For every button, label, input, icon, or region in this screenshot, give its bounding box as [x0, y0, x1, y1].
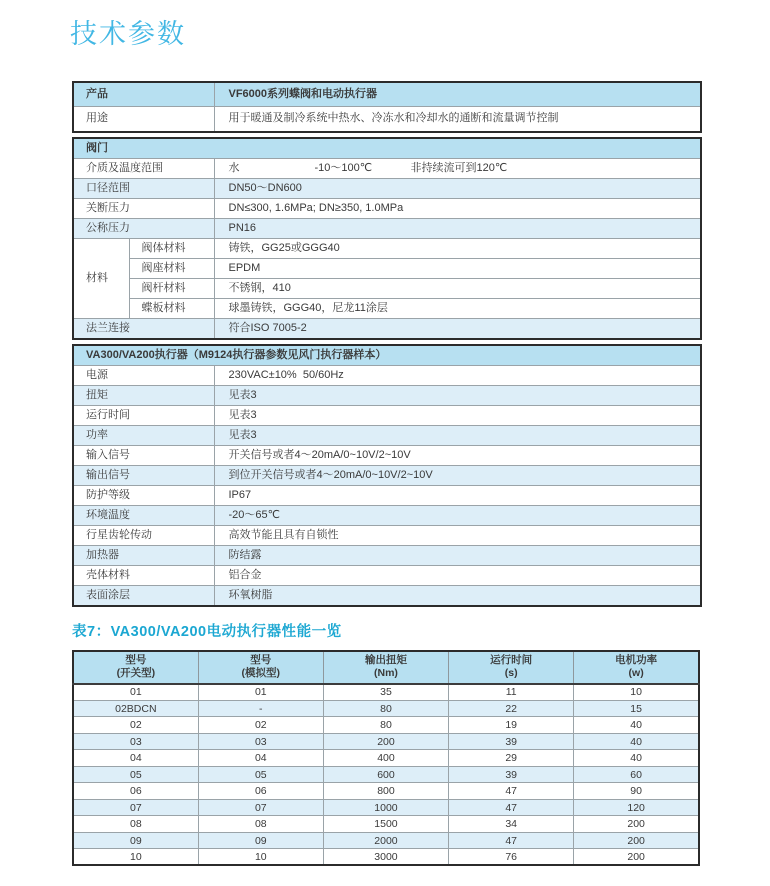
cell: 800 [323, 783, 448, 800]
row-label: 环境温度 [73, 506, 214, 526]
row-value: 见表3 [214, 406, 701, 426]
row-value: 到位开关信号或者4～20mA/0~10V/2~10V [214, 466, 701, 486]
cell: 80 [323, 700, 448, 717]
row-label: 产品 [73, 82, 214, 107]
cell: 80 [323, 717, 448, 734]
row-value: EPDM [214, 259, 701, 279]
cell: 200 [323, 733, 448, 750]
cell: 10 [574, 684, 699, 701]
cell: - [198, 700, 323, 717]
cell: 35 [323, 684, 448, 701]
row-value: 高效节能且具有自锁性 [214, 526, 701, 546]
cell: 09 [73, 832, 198, 849]
cell: 34 [449, 816, 574, 833]
row-value: 开关信号或者4～20mA/0~10V/2~10V [214, 446, 701, 466]
cell: 19 [449, 717, 574, 734]
medium-name: 水 [228, 161, 240, 174]
row-label: 阀座材料 [129, 259, 214, 279]
cell: 47 [449, 799, 574, 816]
row-label: 功率 [73, 426, 214, 446]
cell: 40 [574, 750, 699, 767]
spec-row [73, 546, 701, 566]
cell: 10 [73, 849, 198, 866]
row-label: 蝶板材料 [129, 299, 214, 319]
spec-row [73, 219, 701, 239]
row-value: 铝合金 [214, 566, 701, 586]
row-value: -20～65℃ [214, 506, 701, 526]
col-header-model-switch: 型号 (开关型) [73, 651, 198, 684]
row-label: 防护等级 [73, 486, 214, 506]
col-header-power: 电机功率 (w) [574, 651, 699, 684]
cell: 07 [198, 799, 323, 816]
row-value: PN16 [214, 219, 701, 239]
spec-row [73, 486, 701, 506]
row-label: 输出信号 [73, 466, 214, 486]
spec-row [73, 199, 701, 219]
section-header-row [73, 345, 701, 366]
spec-row [73, 319, 701, 339]
row-value: 见表3 [214, 386, 701, 406]
spec-row [73, 279, 701, 299]
table-row [73, 700, 699, 717]
row-value: 用于暖通及制冷系统中热水、冷冻水和冷却水的通断和流量调节控制 [214, 107, 701, 132]
row-value: IP67 [214, 486, 701, 506]
spec-row [73, 466, 701, 486]
table-row [73, 783, 699, 800]
row-label: 壳体材料 [73, 566, 214, 586]
cell: 200 [574, 849, 699, 866]
cell: 3000 [323, 849, 448, 866]
cell: 07 [73, 799, 198, 816]
cell: 1500 [323, 816, 448, 833]
cell: 03 [198, 733, 323, 750]
spec-row [73, 259, 701, 279]
spec-table-valve [72, 137, 702, 340]
medium-temp-range: -10～100℃ [314, 161, 373, 174]
row-value: 符合ISO 7005-2 [214, 319, 701, 339]
table-row [73, 766, 699, 783]
row-label: 运行时间 [73, 406, 214, 426]
cell: 10 [198, 849, 323, 866]
spec-row [73, 566, 701, 586]
row-label: 用途 [73, 107, 214, 132]
spec-row [73, 446, 701, 466]
cell: 02BDCN [73, 700, 198, 717]
spec-table-actuator [72, 344, 702, 607]
spec-row [73, 107, 701, 132]
table-row [73, 684, 699, 701]
spec-row [73, 179, 701, 199]
section-title: VA300/VA200执行器（M9124执行器参数见风门执行器样本） [73, 345, 701, 366]
row-label: 输入信号 [73, 446, 214, 466]
cell: 01 [198, 684, 323, 701]
section-header-row [73, 138, 701, 159]
cell: 05 [198, 766, 323, 783]
cell: 39 [449, 733, 574, 750]
cell: 02 [198, 717, 323, 734]
performance-table [72, 650, 700, 867]
row-value [214, 159, 701, 179]
spec-row [73, 406, 701, 426]
table-row [73, 849, 699, 866]
col-header-torque: 输出扭矩 (Nm) [323, 651, 448, 684]
cell: 09 [198, 832, 323, 849]
spec-row [73, 526, 701, 546]
row-value: 环氧树脂 [214, 586, 701, 606]
table-row [73, 832, 699, 849]
row-value: 230VAC±10% 50/60Hz [214, 366, 701, 386]
row-value: DN≤300, 1.6MPa; DN≥350, 1.0MPa [214, 199, 701, 219]
cell: 06 [73, 783, 198, 800]
cell: 76 [449, 849, 574, 866]
cell: 1000 [323, 799, 448, 816]
spec-row [73, 366, 701, 386]
row-label: 加热器 [73, 546, 214, 566]
cell: 60 [574, 766, 699, 783]
cell: 47 [449, 832, 574, 849]
spec-row [73, 159, 701, 179]
spec-row [73, 506, 701, 526]
cell: 03 [73, 733, 198, 750]
cell: 120 [574, 799, 699, 816]
cell: 15 [574, 700, 699, 717]
cell: 29 [449, 750, 574, 767]
spec-row [73, 386, 701, 406]
spec-row [73, 82, 701, 107]
row-label: 行星齿轮传动 [73, 526, 214, 546]
cell: 22 [449, 700, 574, 717]
table-row [73, 733, 699, 750]
row-label: 阀体材料 [129, 239, 214, 259]
material-group-label: 材料 [73, 239, 129, 319]
row-value: 铸铁，GG25或GGG40 [214, 239, 701, 259]
row-value: VF6000系列蝶阀和电动执行器 [214, 82, 701, 107]
table7-caption: 表7：VA300/VA200电动执行器性能一览 [72, 623, 342, 640]
table-row [73, 750, 699, 767]
row-label: 口径范围 [73, 179, 214, 199]
cell: 11 [449, 684, 574, 701]
cell: 40 [574, 717, 699, 734]
row-label: 法兰连接 [73, 319, 214, 339]
row-value: 防结露 [214, 546, 701, 566]
cell: 600 [323, 766, 448, 783]
cell: 08 [198, 816, 323, 833]
cell: 40 [574, 733, 699, 750]
cell: 200 [574, 816, 699, 833]
spec-row [73, 239, 701, 259]
cell: 2000 [323, 832, 448, 849]
row-label: 关断压力 [73, 199, 214, 219]
cell: 02 [73, 717, 198, 734]
row-label: 电源 [73, 366, 214, 386]
row-value: 见表3 [214, 426, 701, 446]
row-value: 球墨铸铁，GGG40，尼龙11涂层 [214, 299, 701, 319]
table-row [73, 816, 699, 833]
row-value: DN50～DN600 [214, 179, 701, 199]
spec-row [73, 426, 701, 446]
row-label: 扭矩 [73, 386, 214, 406]
spec-row [73, 586, 701, 606]
row-label: 公称压力 [73, 219, 214, 239]
cell: 90 [574, 783, 699, 800]
cell: 05 [73, 766, 198, 783]
col-header-model-analog: 型号 (模拟型) [198, 651, 323, 684]
page-title: 技术参数 [70, 19, 186, 49]
medium-temp-note: 非持续流可到120℃ [410, 161, 508, 174]
cell: 400 [323, 750, 448, 767]
cell: 08 [73, 816, 198, 833]
row-label: 介质及温度范围 [73, 159, 214, 179]
cell: 47 [449, 783, 574, 800]
cell: 06 [198, 783, 323, 800]
col-header-runtime: 运行时间 (s) [449, 651, 574, 684]
cell: 200 [574, 832, 699, 849]
cell: 04 [73, 750, 198, 767]
spec-table-product [72, 81, 702, 133]
table-row [73, 717, 699, 734]
cell: 04 [198, 750, 323, 767]
performance-header-row [73, 651, 699, 684]
section-title: 阀门 [73, 138, 701, 159]
row-value: 不锈钢，410 [214, 279, 701, 299]
table-row [73, 799, 699, 816]
row-label: 阀杆材料 [129, 279, 214, 299]
row-label: 表面涂层 [73, 586, 214, 606]
cell: 01 [73, 684, 198, 701]
spec-row [73, 299, 701, 319]
cell: 39 [449, 766, 574, 783]
